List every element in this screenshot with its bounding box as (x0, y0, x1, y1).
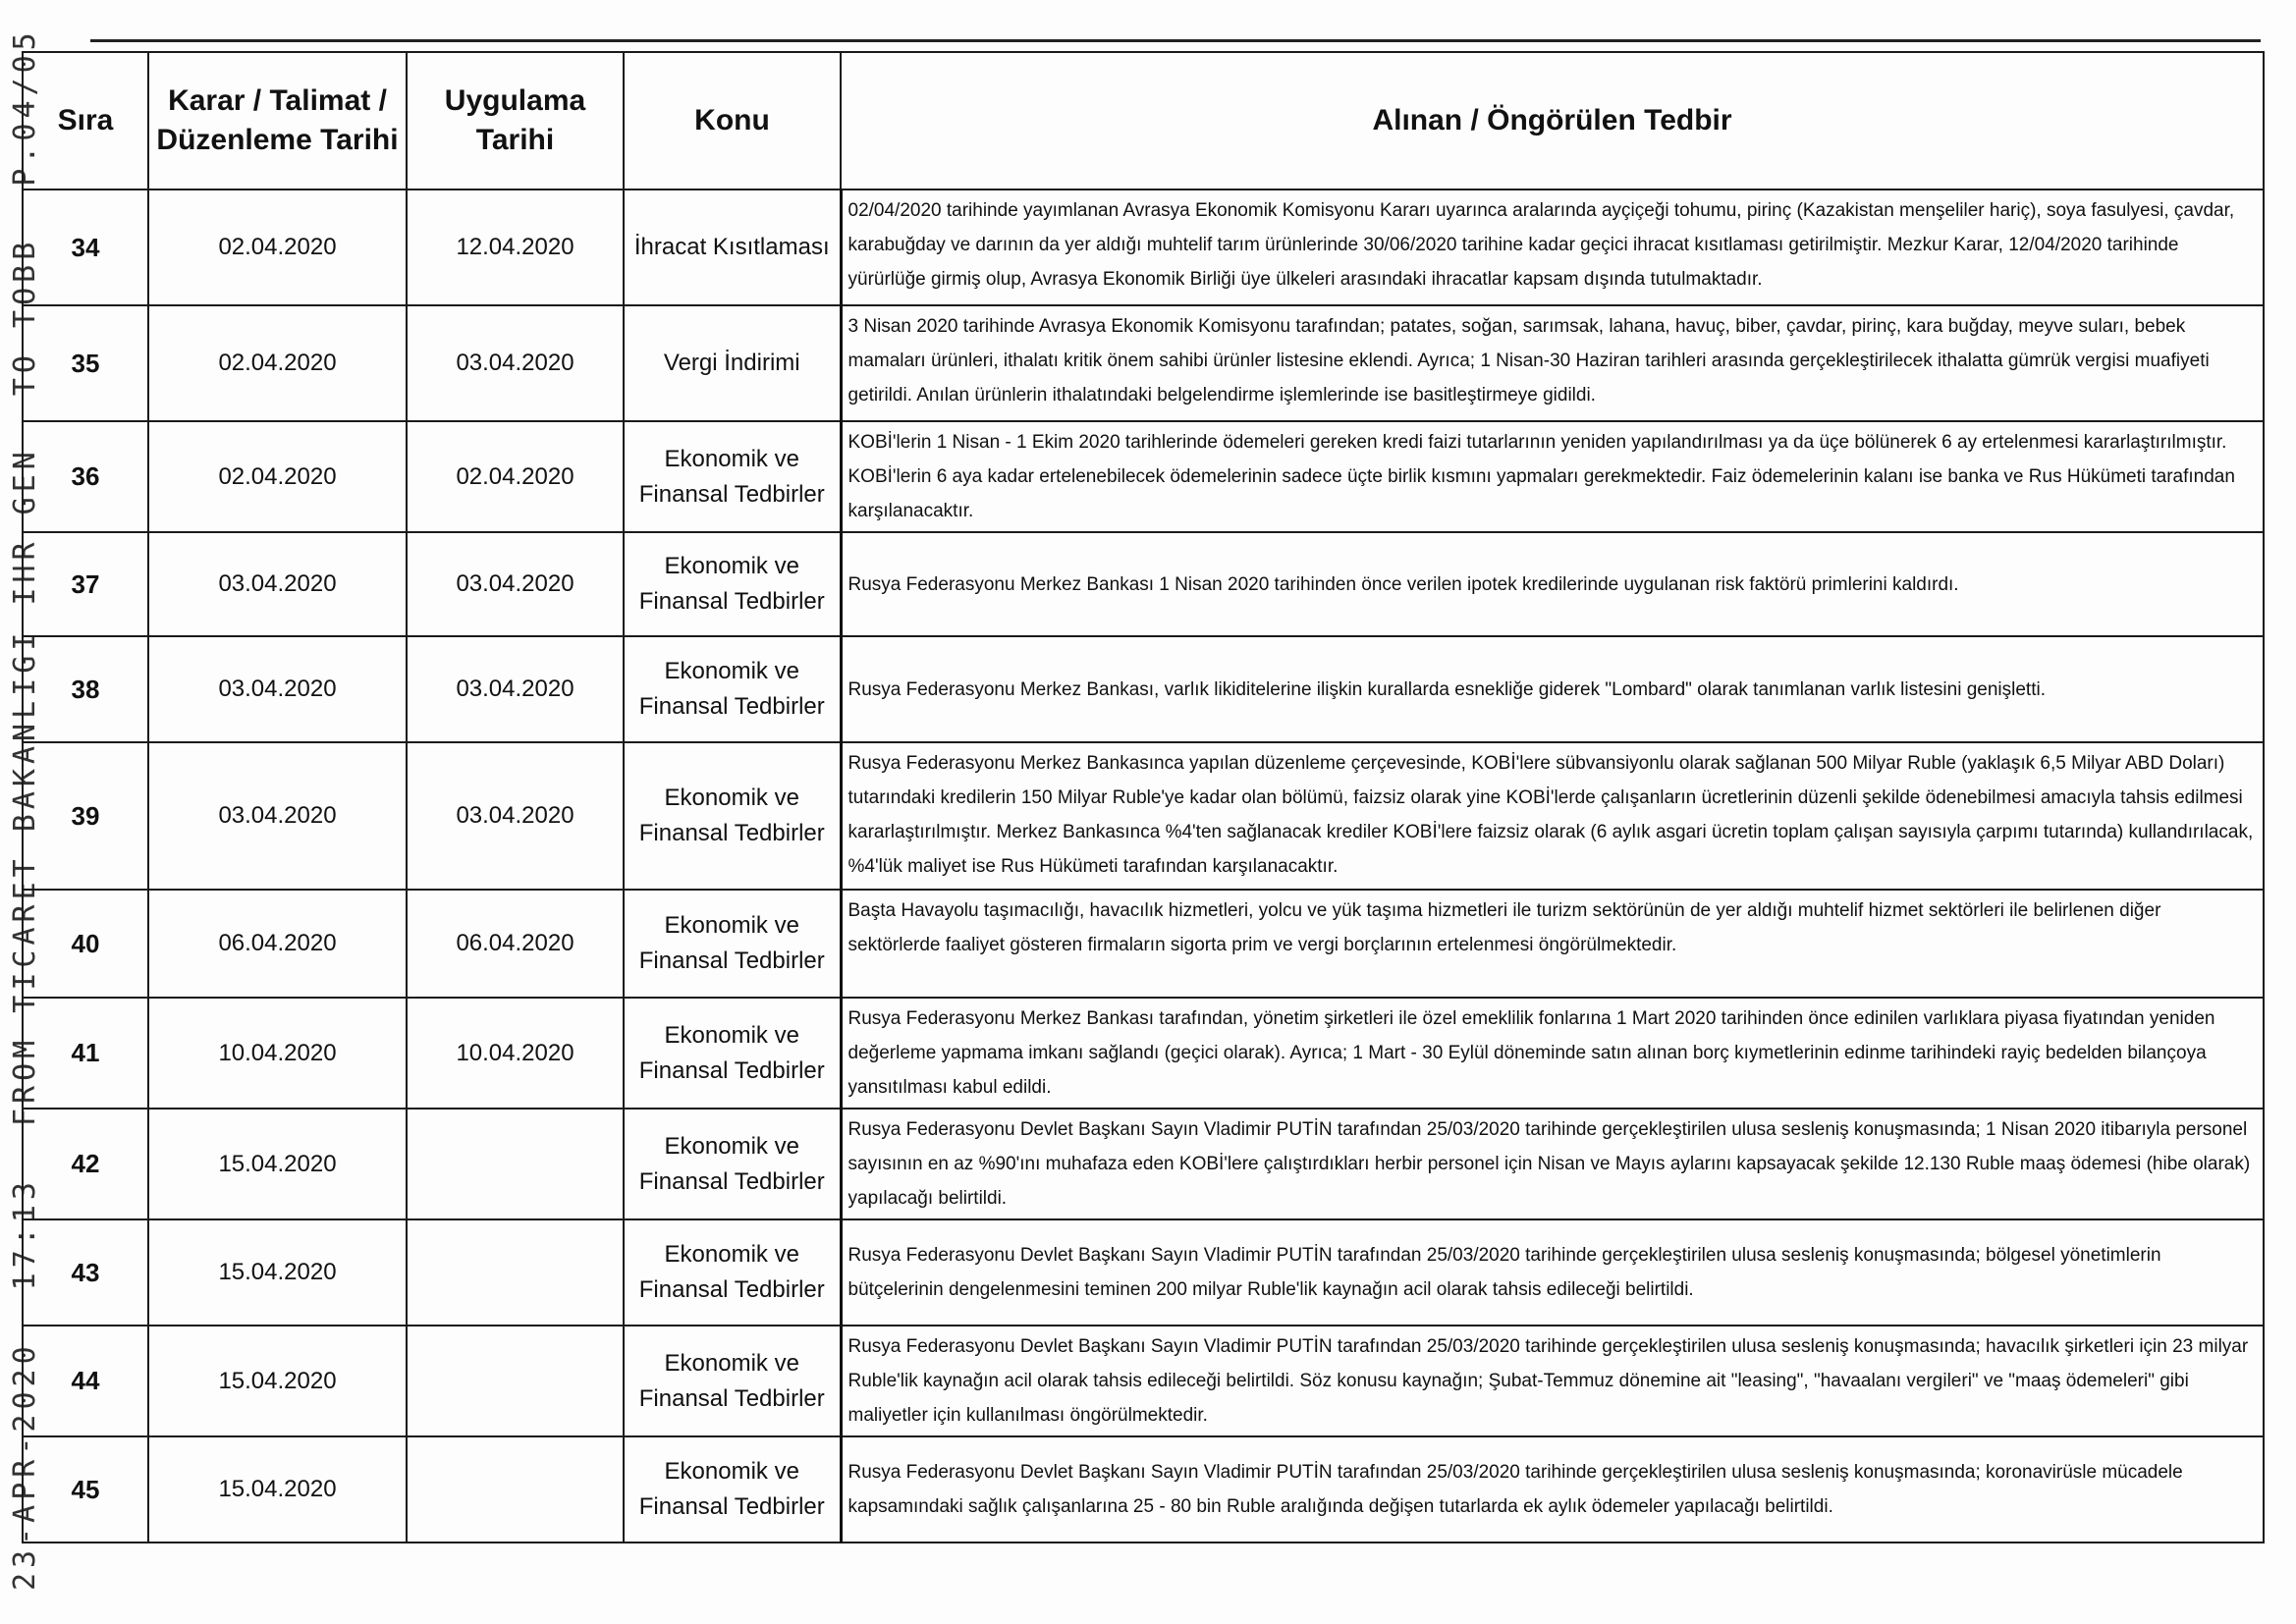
cell-tedbir: Başta Havayolu taşımacılığı, havacılık hizmetleri, yolcu ve yük taşıma hizmetleri ile turizm sektörünün de yer aldığı muhtelif hizmet sektörleri ile belirlenen diğer sektörlerde faaliyet gösteren firmaların sigorta prim ve vergi borçlarının ertelenmesi öngörülmektedir. (841, 890, 2264, 998)
fax-time: 17:13 (8, 1177, 42, 1291)
cell-karar-tarihi: 06.04.2020 (148, 890, 407, 998)
cell-sira: 45 (23, 1436, 148, 1543)
cell-konu: Ekonomik ve Finansal Tedbirler (624, 1109, 841, 1219)
cell-uygulama-tarihi: 03.04.2020 (407, 532, 624, 636)
cell-tedbir: Rusya Federasyonu Merkez Bankası, varlık likiditelerine ilişkin kurallarda esnekliğe giderek "Lombard" olarak tanımlanan varlık listesini genişletti. (841, 636, 2264, 742)
cell-konu: Ekonomik ve Finansal Tedbirler (624, 636, 841, 742)
table-row (23, 305, 2264, 421)
cell-karar-tarihi: 15.04.2020 (148, 1109, 407, 1219)
header-uygulama-tarihi: Uygulama Tarihi (407, 52, 624, 189)
cell-tedbir: Rusya Federasyonu Devlet Başkanı Sayın Vladimir PUTİN tarafından 25/03/2020 tarihinde gerçekleştirilen ulusa sesleniş konuşmasında; koronavirüsle mücadele kapsamındaki sağlık çalışanlarına 25 - 80 bin Ruble aralığında değişen tutarlarda ek aylık ödemeler yapılacağı belirtildi. (841, 1436, 2264, 1543)
table-row (23, 1219, 2264, 1326)
cell-sira: 42 (23, 1109, 148, 1219)
cell-konu: Ekonomik ve Finansal Tedbirler (624, 742, 841, 890)
table-header-row (23, 52, 2264, 189)
cell-sira: 35 (23, 305, 148, 421)
cell-sira: 36 (23, 421, 148, 532)
cell-uygulama-tarihi (407, 1326, 624, 1436)
fax-sender: FROM TICARET BAKANLIGI IHR GEN (8, 447, 42, 1126)
cell-tedbir: Rusya Federasyonu Merkez Bankası 1 Nisan 2020 tarihinden önce verilen ipotek kredilerinde uygulanan risk faktörü primlerini kaldırdı. (841, 532, 2264, 636)
cell-sira: 43 (23, 1219, 148, 1326)
table-row (23, 1436, 2264, 1543)
table-row (23, 421, 2264, 532)
cell-uygulama-tarihi: 06.04.2020 (407, 890, 624, 998)
cell-konu: Ekonomik ve Finansal Tedbirler (624, 1326, 841, 1436)
cell-tedbir: 3 Nisan 2020 tarihinde Avrasya Ekonomik Komisyonu tarafından; patates, soğan, sarımsak, lahana, havuç, biber, çavdar, pirinç, kara buğday, meyve suları, bebek mamaları ürünleri, ithalatı kritik önem sahibi ürünler listesine eklendi. Ayrıca; 1 Nisan-30 Haziran tarihleri arasında gerçekleştirilecek ithalatta gümrük vergisi muafiyeti getirildi. Anılan ürünlerin ithalatındaki belgelendirme işlemlerinde ise basitleştirmeye gidildi. (841, 305, 2264, 421)
cell-karar-tarihi: 15.04.2020 (148, 1326, 407, 1436)
table-row (23, 998, 2264, 1109)
cell-tedbir: Rusya Federasyonu Merkez Bankası tarafından, yönetim şirketleri ile özel emeklilik fonlarına 1 Mart 2020 tarihinden önce edinilen varlıklara piyasa fiyatından yeniden değerleme yapmama imkanı sağlandı (geçici olarak). Ayrıca; 1 Mart - 30 Eylül döneminde satın alınan borç kıymetlerinin edinme tarihindeki rayiç bedelden bilançoya yansıtılması kabul edildi. (841, 998, 2264, 1109)
cell-konu: Ekonomik ve Finansal Tedbirler (624, 890, 841, 998)
cell-tedbir: KOBİ'lerin 1 Nisan - 1 Ekim 2020 tarihlerinde ödemeleri gereken kredi faizi tutarlarının yeniden yapılandırılması ya da üçe bölünerek 6 ay ertelenmesi kararlaştırılmıştır. KOBİ'lerin 6 aya kadar ertelenebilecek ödemelerinin sadece üçte birlik kısmını yapmaları gerekmektedir. Faiz ödemelerinin kalanı ise banka ve Rus Hükümeti tarafından karşılanacaktır. (841, 421, 2264, 532)
cell-konu: Vergi İndirimi (624, 305, 841, 421)
cell-konu: Ekonomik ve Finansal Tedbirler (624, 421, 841, 532)
cell-sira: 34 (23, 189, 148, 305)
cell-tedbir: Rusya Federasyonu Devlet Başkanı Sayın Vladimir PUTİN tarafından 25/03/2020 tarihinde gerçekleştirilen ulusa sesleniş konuşmasında; bölgesel yönetimlerin bütçelerinin dengelenmesini teminen 200 milyar Ruble'lik kaynağın acil olarak tahsis edileceği belirtildi. (841, 1219, 2264, 1326)
cell-sira: 44 (23, 1326, 148, 1436)
cell-konu: Ekonomik ve Finansal Tedbirler (624, 532, 841, 636)
table-row (23, 532, 2264, 636)
cell-uygulama-tarihi: 03.04.2020 (407, 636, 624, 742)
cell-uygulama-tarihi: 03.04.2020 (407, 305, 624, 421)
cell-tedbir: Rusya Federasyonu Devlet Başkanı Sayın Vladimir PUTİN tarafından 25/03/2020 tarihinde gerçekleştirilen ulusa sesleniş konuşmasında; 1 Nisan 2020 itibarıyla personel sayısının en az %90'ını muhafaza eden KOBİ'lere çalıştırdıkları herbir personel için Nisan ve Mayıs aylarını kapsayacak şekilde 12.130 Ruble maaş ödemesi (hibe olarak) yapılacağı belirtildi. (841, 1109, 2264, 1219)
cell-uygulama-tarihi: 02.04.2020 (407, 421, 624, 532)
fax-date: 23-APR-2020 (8, 1341, 42, 1591)
cell-konu: Ekonomik ve Finansal Tedbirler (624, 998, 841, 1109)
header-tedbir: Alınan / Öngörülen Tedbir (841, 52, 2264, 189)
header-konu: Konu (624, 52, 841, 189)
cell-uygulama-tarihi: 12.04.2020 (407, 189, 624, 305)
cell-uygulama-tarihi: 03.04.2020 (407, 742, 624, 890)
header-karar-tarihi: Karar / Talimat / Düzenleme Tarihi (148, 52, 407, 189)
table-row (23, 1326, 2264, 1436)
cell-tedbir: 02/04/2020 tarihinde yayımlanan Avrasya Ekonomik Komisyonu Kararı uyarınca aralarında ayçiçeği tohumu, pirinç (Kazakistan menşeliler hariç), soya fasulyesi, çavdar, karabuğday ve darının da yer aldığı muhtelif tarım ürünlerinde 30/06/2020 tarihine kadar geçici ihracat kısıtlaması getirilmiştir. Mezkur Karar, 12/04/2020 tarihinde yürürlüğe girmiş olup, Avrasya Ekonomik Birliği üye ülkeleri arasındaki ihracatlar kapsam dışında tutulmaktadır. (841, 189, 2264, 305)
cell-konu: Ekonomik ve Finansal Tedbirler (624, 1436, 841, 1543)
cell-sira: 41 (23, 998, 148, 1109)
cell-konu: İhracat Kısıtlaması (624, 189, 841, 305)
table-row (23, 189, 2264, 305)
table-row (23, 890, 2264, 998)
table-row (23, 742, 2264, 890)
top-divider (90, 39, 2261, 42)
cell-uygulama-tarihi (407, 1436, 624, 1543)
measures-table (22, 51, 2265, 1543)
fax-page-number: P.04/05 (8, 27, 42, 187)
cell-karar-tarihi: 15.04.2020 (148, 1436, 407, 1543)
cell-sira: 39 (23, 742, 148, 890)
cell-sira: 37 (23, 532, 148, 636)
cell-uygulama-tarihi: 10.04.2020 (407, 998, 624, 1109)
cell-sira: 40 (23, 890, 148, 998)
cell-uygulama-tarihi (407, 1109, 624, 1219)
cell-karar-tarihi: 02.04.2020 (148, 305, 407, 421)
table-row (23, 636, 2264, 742)
cell-tedbir: Rusya Federasyonu Devlet Başkanı Sayın Vladimir PUTİN tarafından 25/03/2020 tarihinde gerçekleştirilen ulusa sesleniş konuşmasında; havacılık şirketleri için 23 milyar Ruble'lik kaynağın acil olarak tahsis edileceği belirtildi. Söz konusu kaynağın; Şubat-Temmuz dönemine ait "leasing", "havaalanı vergileri" ve "maaş ödemeleri" gibi maliyetler için kullanılması öngörülmektedir. (841, 1326, 2264, 1436)
cell-karar-tarihi: 03.04.2020 (148, 532, 407, 636)
cell-karar-tarihi: 02.04.2020 (148, 189, 407, 305)
cell-karar-tarihi: 03.04.2020 (148, 742, 407, 890)
cell-sira: 38 (23, 636, 148, 742)
cell-tedbir: Rusya Federasyonu Merkez Bankasınca yapılan düzenleme çerçevesinde, KOBİ'lere sübvansiyonlu olarak sağlanan 500 Milyar Ruble (yaklaşık 6,5 Milyar ABD Doları) tutarındaki kredilerin 150 Milyar Ruble'ye kadar olan bölümü, faizsiz olarak yine KOBİ'lerde çalışanların ücretlerinin düzenli şekilde ödenebilmesi amacıyla tahsis edilmesi kararlaştırılmıştır. Merkez Bankasınca %4'ten sağlanacak krediler KOBİ'lere faizsiz olarak (6 aylık asgari ücretin toplam çalışan sayısıyla çarpımı tutarında) kullandırılacak, %4'lük maliyet ise Rus Hükümeti tarafından karşılanacaktır. (841, 742, 2264, 890)
cell-karar-tarihi: 10.04.2020 (148, 998, 407, 1109)
cell-karar-tarihi: 15.04.2020 (148, 1219, 407, 1326)
cell-konu: Ekonomik ve Finansal Tedbirler (624, 1219, 841, 1326)
cell-karar-tarihi: 02.04.2020 (148, 421, 407, 532)
cell-karar-tarihi: 03.04.2020 (148, 636, 407, 742)
table-row (23, 1109, 2264, 1219)
cell-uygulama-tarihi (407, 1219, 624, 1326)
header-sira: Sıra (23, 52, 148, 189)
fax-recipient: TO TOBB (8, 237, 42, 397)
